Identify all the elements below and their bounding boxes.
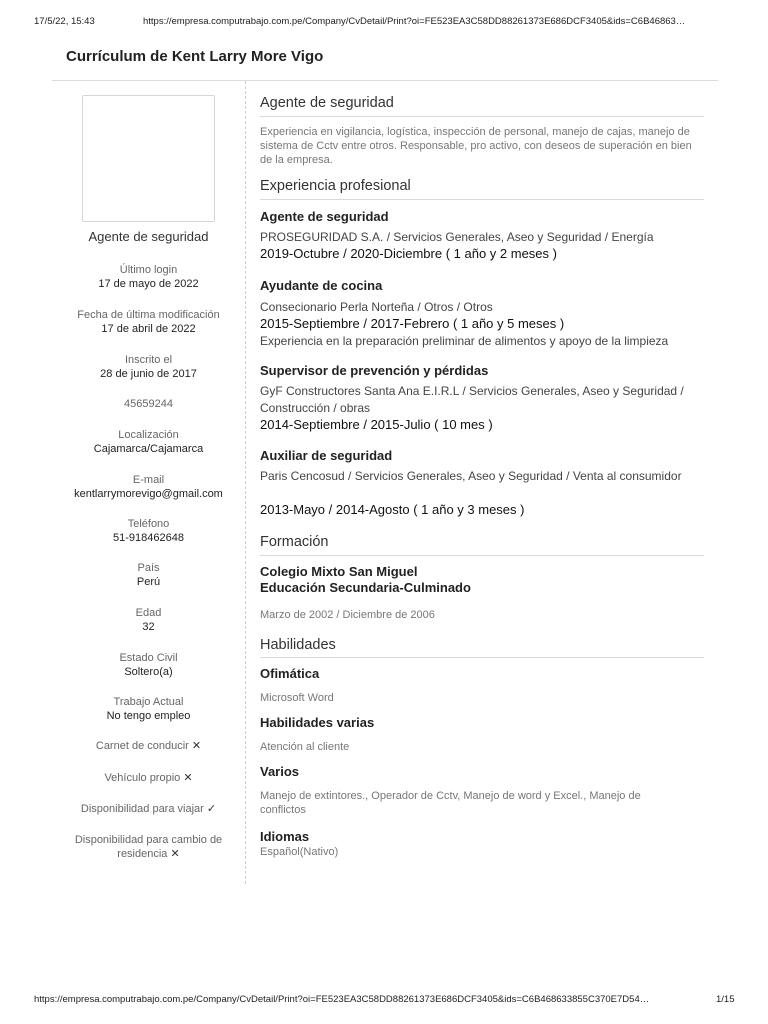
info-value: Cajamarca/Cajamarca: [93, 443, 204, 455]
info-label: Carnet de conducir: [95, 740, 189, 752]
info-label: Trabajo Actual: [113, 696, 184, 708]
skill-group-text: Atención al cliente: [260, 741, 350, 753]
info-value: 32: [142, 621, 155, 633]
profile-photo: [82, 95, 215, 222]
profile-title: Agente de seguridad: [88, 229, 209, 244]
info-label: Inscrito el: [124, 354, 173, 366]
info-country: [52, 561, 245, 589]
info-phone: [52, 517, 245, 545]
info-relocation-availability: [52, 833, 245, 861]
experience-heading: Experiencia profesional: [260, 178, 411, 194]
job-company: PROSEGURIDAD S.A. / Servicios Generales, Aseo y Seguridad / Energía: [260, 230, 654, 244]
profile-sidebar: [52, 81, 245, 884]
summary-heading: Agente de seguridad: [260, 95, 394, 111]
print-url: https://empresa.computrabajo.com.pe/Company/CvDetail/Print?oi=FE523EA3C58DD88261373E686DCF3405&ids=C6B468633855C370E7D54…: [34, 994, 650, 1005]
job-company: Consecionario Perla Norteña / Otros / Otros: [260, 300, 493, 314]
info-label: residencia: [117, 848, 168, 860]
job-dates: 2015-Septiembre / 2017-Febrero ( 1 año y 5 meses ): [260, 316, 565, 331]
info-current-job: [52, 695, 245, 723]
info-label: Fecha de última modificación: [77, 309, 220, 321]
page-title: Currículum de Kent Larry More Vigo: [66, 48, 324, 65]
info-label: Teléfono: [127, 518, 170, 530]
job-company: GyF Constructores Santa Ana E.I.R.L / Servicios Generales, Aseo y Seguridad / Construcción / obras: [260, 384, 684, 415]
info-value: 45659244: [124, 398, 173, 410]
skill-group-text: Manejo de extintores., Operador de Cctv, Manejo de word y Excel., Manejo de conflictos: [260, 790, 641, 816]
section-divider: [260, 657, 704, 658]
job-title: Ayudante de cocina: [260, 278, 383, 293]
info-label: Disponibilidad para viajar: [80, 803, 204, 815]
info-travel-availability: [52, 802, 245, 816]
info-label: País: [137, 562, 160, 574]
info-label: Edad: [135, 607, 162, 619]
skills-heading: Habilidades: [260, 637, 336, 653]
info-age: [52, 606, 245, 634]
skill-group-title: Ofimática: [260, 666, 320, 681]
column-divider: [245, 81, 246, 884]
summary-text: Experiencia en vigilancia, logística, inspección de personal, manejo de cajas, manejo de sistema de Cctv entre otros. Responsable, pro activo, con deseos de superación en bien de la empresa.: [260, 126, 692, 166]
cross-icon: ✕: [183, 772, 193, 784]
check-icon: ✓: [206, 803, 217, 815]
section-divider: [260, 116, 704, 117]
info-last-modified: [52, 308, 245, 336]
info-label: Estado Civil: [119, 652, 178, 664]
info-label: Localización: [118, 429, 179, 441]
job-title: Auxiliar de seguridad: [260, 448, 393, 463]
education-dates: Marzo de 2002 / Diciembre de 2006: [260, 609, 435, 621]
info-location: [52, 428, 245, 456]
info-label: E-mail: [132, 474, 165, 486]
skill-group-title: Varios: [260, 764, 300, 779]
job-dates: 2014-Septiembre / 2015-Julio ( 10 mes ): [260, 417, 493, 432]
info-label: Disponibilidad para cambio de: [74, 834, 223, 846]
info-document: [52, 397, 245, 411]
info-value: No tengo empleo: [106, 710, 191, 722]
info-value: 17 de mayo de 2022: [98, 278, 199, 290]
info-marital-status: [52, 651, 245, 679]
info-registered: [52, 353, 245, 381]
info-email: [52, 473, 245, 501]
email-link[interactable]: kentlarrymorevigo@gmail.com: [74, 488, 223, 500]
info-value: Soltero(a): [124, 666, 173, 678]
info-label: Vehículo propio: [104, 772, 181, 784]
skill-group-title: Idiomas: [260, 829, 310, 844]
job-dates: 2019-Octubre / 2020-Diciembre ( 1 año y 2 meses ): [260, 246, 557, 261]
info-value: Perú: [136, 576, 161, 588]
page-number: 1/15: [716, 994, 735, 1005]
info-own-vehicle: [52, 771, 245, 785]
cross-icon: ✕: [191, 740, 202, 752]
education-school: Colegio Mixto San Miguel: [260, 564, 418, 579]
info-value: 28 de junio de 2017: [100, 368, 197, 380]
print-date: 17/5/22, 15:43: [34, 16, 95, 27]
skill-group-text: Español(Nativo): [260, 846, 339, 858]
info-label: Último login: [119, 264, 178, 276]
skill-group-title: Habilidades varias: [260, 715, 375, 730]
job-company: Paris Cencosud / Servicios Generales, Aseo y Seguridad / Venta al consumidor: [260, 469, 682, 483]
info-value: 51-918462648: [113, 532, 184, 544]
section-divider: [260, 199, 704, 200]
education-level: Educación Secundaria-Culminado: [260, 580, 471, 595]
job-title: Supervisor de prevención y pérdidas: [260, 363, 489, 378]
skill-group-text: Microsoft Word: [260, 692, 334, 704]
job-dates: 2013-Mayo / 2014-Agosto ( 1 año y 3 meses ): [260, 502, 525, 517]
info-value: 17 de abril de 2022: [101, 323, 196, 335]
print-url: https://empresa.computrabajo.com.pe/Company/CvDetail/Print?oi=FE523EA3C58DD88261373E686DCF3405&ids=C6B46863…: [143, 16, 686, 27]
job-description: Experiencia en la preparación preliminar de alimentos y apoyo de la limpieza: [260, 334, 669, 348]
section-divider: [260, 555, 704, 556]
info-driving-license: [52, 739, 245, 753]
cross-icon: ✕: [170, 848, 180, 860]
info-last-login: [52, 263, 245, 291]
job-title: Agente de seguridad: [260, 209, 389, 224]
education-heading: Formación: [260, 534, 329, 550]
